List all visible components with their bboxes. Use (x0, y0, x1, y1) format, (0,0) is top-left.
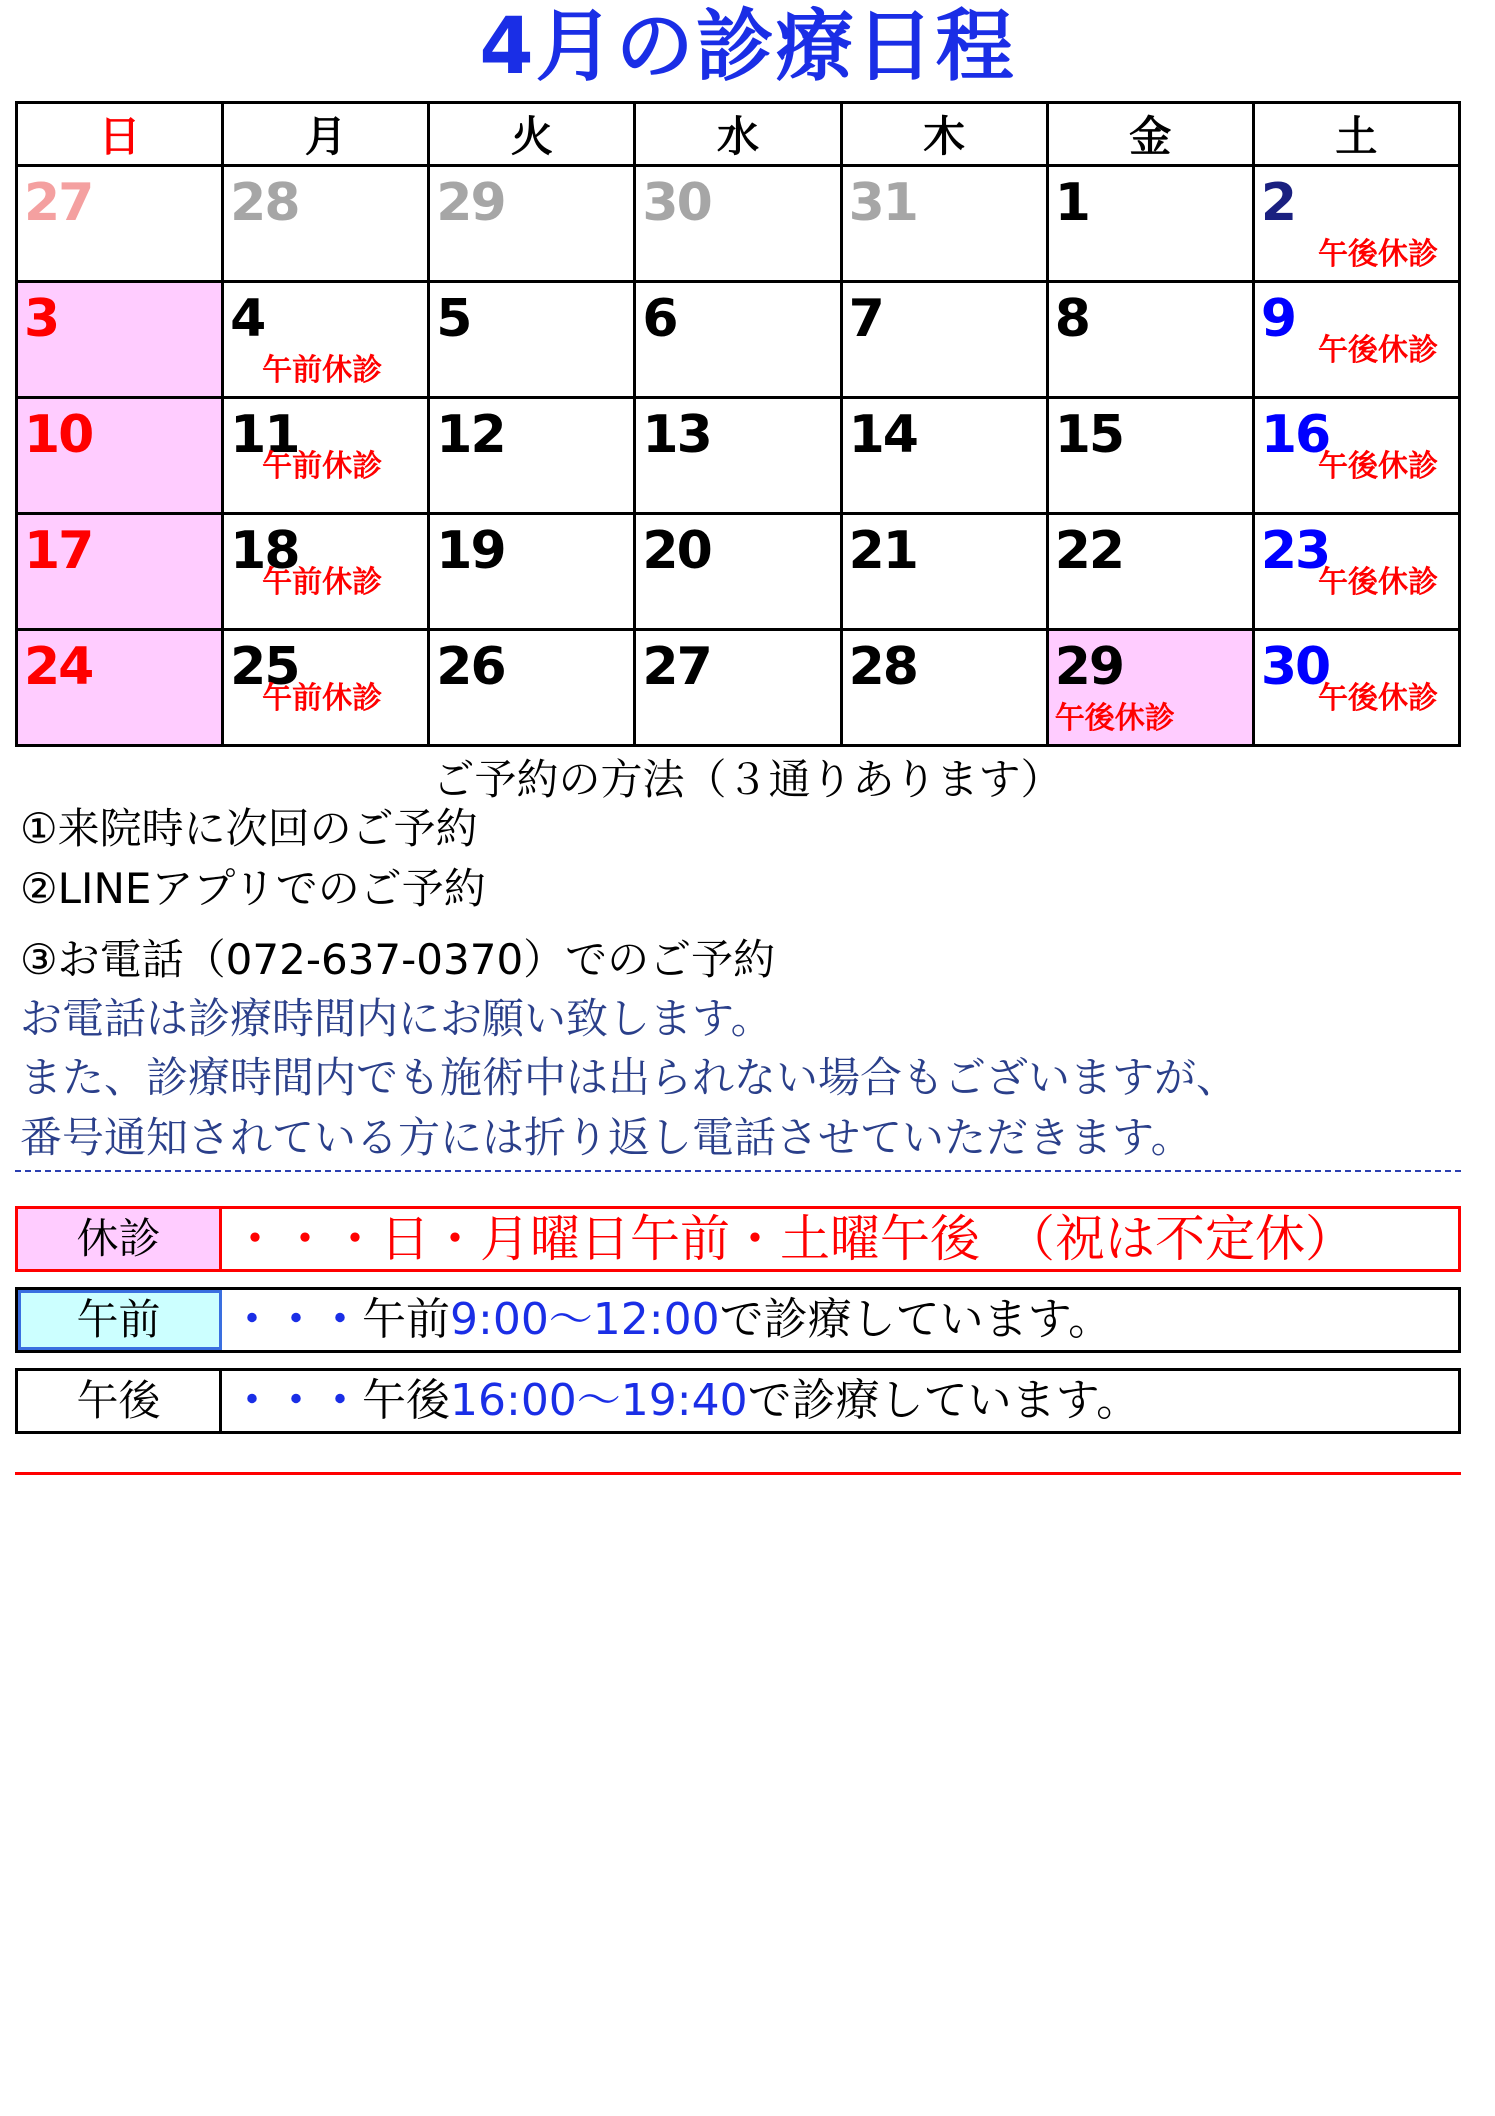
day-number: 2 (1260, 173, 1296, 233)
day-number: 30 (642, 173, 711, 233)
calendar-day-cell (635, 282, 841, 398)
closure-note: 午後休診 (1318, 565, 1438, 600)
legend-value-morning (230, 1290, 1112, 1350)
leader-dots: ・・・ (230, 1294, 362, 1345)
legend-row-afternoon (15, 1368, 1461, 1434)
weekday-header-row (17, 103, 1460, 166)
calendar-day-cell (635, 398, 841, 514)
calendar-table (15, 101, 1461, 747)
day-number: 27 (24, 173, 93, 233)
phone-note-1: お電話は診療時間内にお願い致します。 (20, 994, 773, 1043)
calendar-week (17, 398, 1460, 514)
legend-prefix: 午前 (362, 1294, 450, 1345)
day-number: 14 (848, 405, 917, 465)
calendar-day-cell (1253, 282, 1459, 398)
closure-note: 午後休診 (1318, 237, 1438, 272)
day-number: 15 (1054, 405, 1124, 465)
calendar-day-cell (17, 514, 223, 630)
weekday-fri: 金 (1047, 103, 1253, 166)
phone-note-2: また、診療時間内でも施術中は出られない場合もございますが、 (20, 1053, 1239, 1102)
calendar-day-cell (635, 630, 841, 746)
calendar-day-cell (429, 282, 635, 398)
reservation-method-3: ③お電話（072-637-0370）でのご予約 (20, 935, 776, 984)
legend-row-closed (15, 1206, 1461, 1272)
legend-suffix: で診療しています。 (747, 1375, 1141, 1426)
calendar-week (17, 630, 1460, 746)
closure-note: 午後休診 (1318, 333, 1438, 368)
calendar-day-cell (17, 398, 223, 514)
day-number: 6 (642, 289, 677, 349)
calendar-day-cell (635, 166, 841, 282)
calendar-day-cell (1253, 166, 1459, 282)
calendar-day-cell (841, 282, 1047, 398)
calendar-day-cell (1253, 398, 1459, 514)
day-number: 20 (642, 521, 711, 581)
reservation-method-1: ①来院時に次回のご予約 (20, 804, 478, 853)
calendar-day-cell (429, 514, 635, 630)
day-number: 23 (1260, 521, 1330, 581)
day-number: 22 (1054, 521, 1124, 581)
day-number: 19 (436, 521, 505, 581)
day-number: 28 (848, 637, 917, 697)
calendar-day-cell (1047, 514, 1253, 630)
closure-note: 午後休診 (1318, 681, 1438, 716)
day-number: 9 (1260, 289, 1296, 349)
day-number: 29 (1054, 637, 1124, 697)
day-number: 31 (848, 173, 917, 233)
closure-note: 午後休診 (1054, 701, 1175, 736)
legend-label-morning: 午前 (18, 1290, 222, 1350)
day-number: 27 (642, 637, 711, 697)
calendar-week (17, 282, 1460, 398)
day-number: 18 (230, 521, 299, 581)
calendar-day-cell (223, 514, 429, 630)
closure-note: 午前休診 (262, 565, 383, 600)
weekday-mon: 月 (223, 103, 429, 166)
day-number: 29 (436, 173, 505, 233)
day-number: 17 (24, 521, 93, 581)
calendar-day-cell (1253, 630, 1459, 746)
calendar-day-cell (841, 398, 1047, 514)
calendar-day-cell (223, 398, 429, 514)
legend-suffix: で診療しています。 (719, 1294, 1113, 1345)
calendar-day-cell (17, 282, 223, 398)
day-number: 30 (1260, 637, 1330, 697)
day-number: 5 (436, 289, 471, 349)
weekday-sun: 日 (17, 103, 223, 166)
calendar-day-cell (635, 514, 841, 630)
closure-note: 午前休診 (262, 681, 383, 716)
calendar-day-cell (841, 514, 1047, 630)
calendar-day-cell (841, 166, 1047, 282)
legend-row-morning (15, 1287, 1461, 1353)
calendar-day-cell (429, 630, 635, 746)
closure-note: 午前休診 (262, 449, 383, 484)
day-number: 1 (1054, 173, 1089, 233)
day-number: 10 (24, 405, 93, 465)
calendar-day-cell (429, 398, 635, 514)
calendar-day-cell (1047, 166, 1253, 282)
closure-note: 午前休診 (262, 353, 383, 388)
dashed-divider (15, 1170, 1461, 1172)
legend-label-afternoon: 午後 (18, 1371, 222, 1431)
day-number: 26 (436, 637, 505, 697)
calendar-day-cell (1253, 514, 1459, 630)
calendar-day-cell (223, 166, 429, 282)
reservation-heading: ご予約の方法（３通りあります） (432, 755, 1063, 804)
weekday-wed: 水 (635, 103, 841, 166)
day-number: 4 (230, 289, 265, 349)
day-number: 8 (1054, 289, 1089, 349)
closure-note: 午後休診 (1318, 449, 1438, 484)
phone-note-3: 番号通知されている方には折り返し電話させていただきます。 (20, 1113, 1193, 1162)
day-number: 25 (230, 637, 299, 697)
legend-value-closed: ・・・日・月曜日午前・土曜午後 （祝は不定休） (230, 1210, 1355, 1268)
reservation-method-2: ②LINEアプリでのご予約 (20, 864, 486, 913)
day-number: 11 (230, 405, 299, 465)
afternoon-hours: 16:00～19:40 (450, 1375, 748, 1426)
calendar-day-cell (429, 166, 635, 282)
calendar-week (17, 166, 1460, 282)
legend-value-afternoon (230, 1371, 1140, 1431)
red-divider (15, 1472, 1461, 1475)
day-number: 28 (230, 173, 299, 233)
calendar-week (17, 514, 1460, 630)
calendar-day-cell (17, 630, 223, 746)
calendar-day-cell (1047, 282, 1253, 398)
page-title: 4月の診療日程 (479, 2, 1016, 92)
calendar-day-cell (17, 166, 223, 282)
calendar-day-cell (1047, 398, 1253, 514)
day-number: 7 (848, 289, 883, 349)
day-number: 13 (642, 405, 711, 465)
calendar-day-cell (223, 630, 429, 746)
calendar-day-cell (841, 630, 1047, 746)
morning-hours: 9:00～12:00 (450, 1294, 720, 1345)
legend-label-closed: 休診 (18, 1209, 222, 1269)
day-number: 21 (848, 521, 917, 581)
day-number: 3 (24, 289, 59, 349)
day-number: 12 (436, 405, 505, 465)
day-number: 16 (1260, 405, 1330, 465)
leader-dots: ・・・ (230, 1375, 362, 1426)
legend-prefix: 午後 (362, 1375, 450, 1426)
day-number: 24 (24, 637, 93, 697)
calendar-day-cell (1047, 630, 1253, 746)
weekday-tue: 火 (429, 103, 635, 166)
weekday-thu: 木 (841, 103, 1047, 166)
calendar-day-cell (223, 282, 429, 398)
weekday-sat: 土 (1253, 103, 1459, 166)
